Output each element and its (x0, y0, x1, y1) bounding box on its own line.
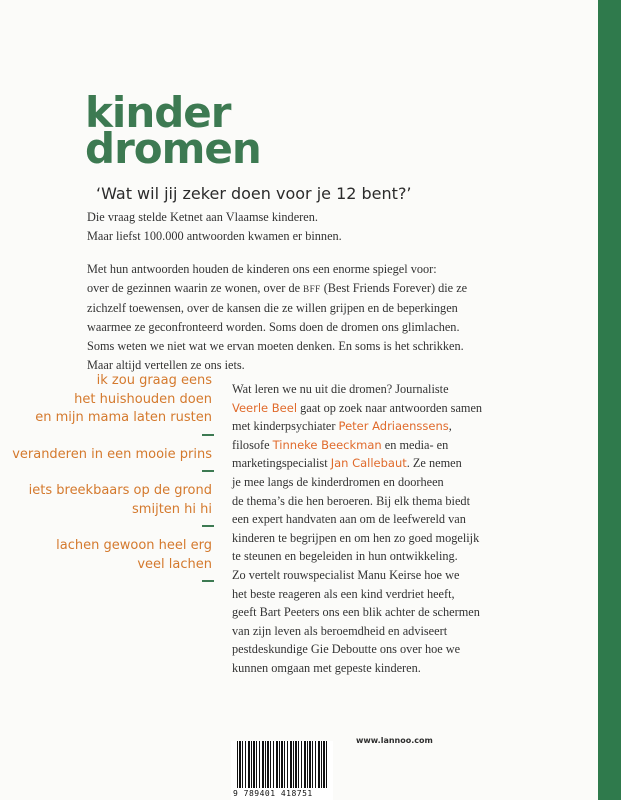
text-line: pestdeskundige Gie Deboutte ons over hoe we (232, 642, 461, 657)
text-line: Maar altijd vertellen ze ons iets. (87, 358, 245, 372)
text-line (232, 436, 482, 455)
question-heading: ‘Wat wil jij zeker doen voor je 12 bent?’ (96, 184, 412, 203)
quote-line: lachen gewoon heel erg (56, 538, 212, 553)
author-name: Tinneke Beeckman (272, 437, 382, 452)
text-line: zichzelf toewensen, over de kansen die ze willen grijpen en de beperkingen (87, 301, 458, 315)
text-line: waarmee ze geconfronteerd worden. Soms doen de dromen ons glimlachen. (87, 320, 460, 334)
quote-line: veranderen in een mooie prins (12, 446, 212, 462)
text-span: filosofe (232, 437, 273, 452)
text-line: de thema’s die hen beroeren. Bij elk thema biedt (232, 493, 470, 508)
quote-divider (202, 525, 214, 527)
text-span: . Ze nemen (406, 456, 462, 471)
experts-paragraph (232, 380, 482, 678)
text-line: een expert handvaten aan om de leefwereld van (232, 512, 466, 527)
publisher-url: www.lannoo.com (356, 736, 433, 745)
text-line: het beste reageren als een kind verdriet heeft, (232, 586, 455, 601)
quote-divider (202, 434, 214, 436)
title-line-2: dromen (85, 124, 261, 173)
quote-line: het huishouden doen (74, 391, 212, 407)
text-line: Wat leren we nu uit die dromen? Journaliste (232, 382, 449, 396)
quote-block (12, 482, 212, 519)
quote-block (12, 372, 212, 428)
author-name: Peter Adriaenssens (338, 419, 449, 434)
text-span: over de gezinnen waarin ze wonen, over de (87, 281, 304, 295)
text-line: Met hun antwoorden houden de kinderen ons een enorme spiegel voor: (87, 262, 437, 276)
description-paragraph (87, 260, 467, 375)
text-span: , (448, 419, 452, 434)
author-name: Jan Callebaut (330, 456, 407, 471)
isbn-number: 9 789401 418751 (233, 789, 313, 798)
text-line: geeft Bart Peeters ons een blik achter de schermen (232, 605, 480, 620)
text-line: kinderen te begrijpen en om hen zo goed mogelijk (232, 530, 480, 545)
barcode-bars (237, 741, 327, 788)
text-line: Soms weten we niet wat we ervan moeten denken. En soms is het schrikken. (87, 339, 464, 353)
quote-line: iets breekbaars op de grond (28, 483, 212, 498)
intro-paragraph (87, 208, 342, 246)
quote-line: smijten hi hi (132, 501, 212, 517)
isbn-barcode (231, 741, 333, 800)
text-span: gaat op zoek naar antwoorden samen (297, 400, 483, 415)
text-line (232, 399, 482, 418)
text-span: marketingspecialist (232, 456, 331, 471)
text-line (232, 417, 482, 436)
quote-divider (202, 580, 214, 582)
text-line: kunnen omgaan met gepeste kinderen. (232, 660, 421, 675)
intro-line: Maar liefst 100.000 antwoorden kwamen er binnen. (87, 229, 342, 243)
text-line (232, 454, 482, 473)
text-line (87, 279, 467, 299)
text-line: te steunen en begeleiden in hun ontwikkeling. (232, 549, 458, 564)
quote-divider (202, 470, 214, 472)
bff-abbreviation: BFF (303, 284, 321, 294)
text-span: met kinderpsychiater (232, 419, 339, 434)
author-name: Veerle Beel (232, 400, 298, 415)
quote-line: ik zou graag eens (96, 373, 212, 388)
quote-block (12, 537, 212, 574)
title-line-1: kinder (85, 88, 231, 137)
text-line: Zo vertelt rouwspecialist Manu Keirse hoe we (232, 567, 460, 582)
quote-line: en mijn mama laten rusten (35, 410, 212, 425)
quote-block (12, 446, 212, 465)
text-span: en media- en (381, 437, 449, 452)
text-span: (Best Friends Forever) die ze (320, 281, 468, 295)
quote-line: veel lachen (137, 556, 212, 572)
text-line: je mee langs de kinderdromen en doorheen (232, 474, 444, 489)
book-spine (598, 0, 621, 800)
intro-line: Die vraag stelde Ketnet aan Vlaamse kinderen. (87, 210, 318, 224)
child-quotes (12, 372, 212, 592)
text-line: van zijn leven als beroemdheid en adviseert (232, 623, 448, 638)
